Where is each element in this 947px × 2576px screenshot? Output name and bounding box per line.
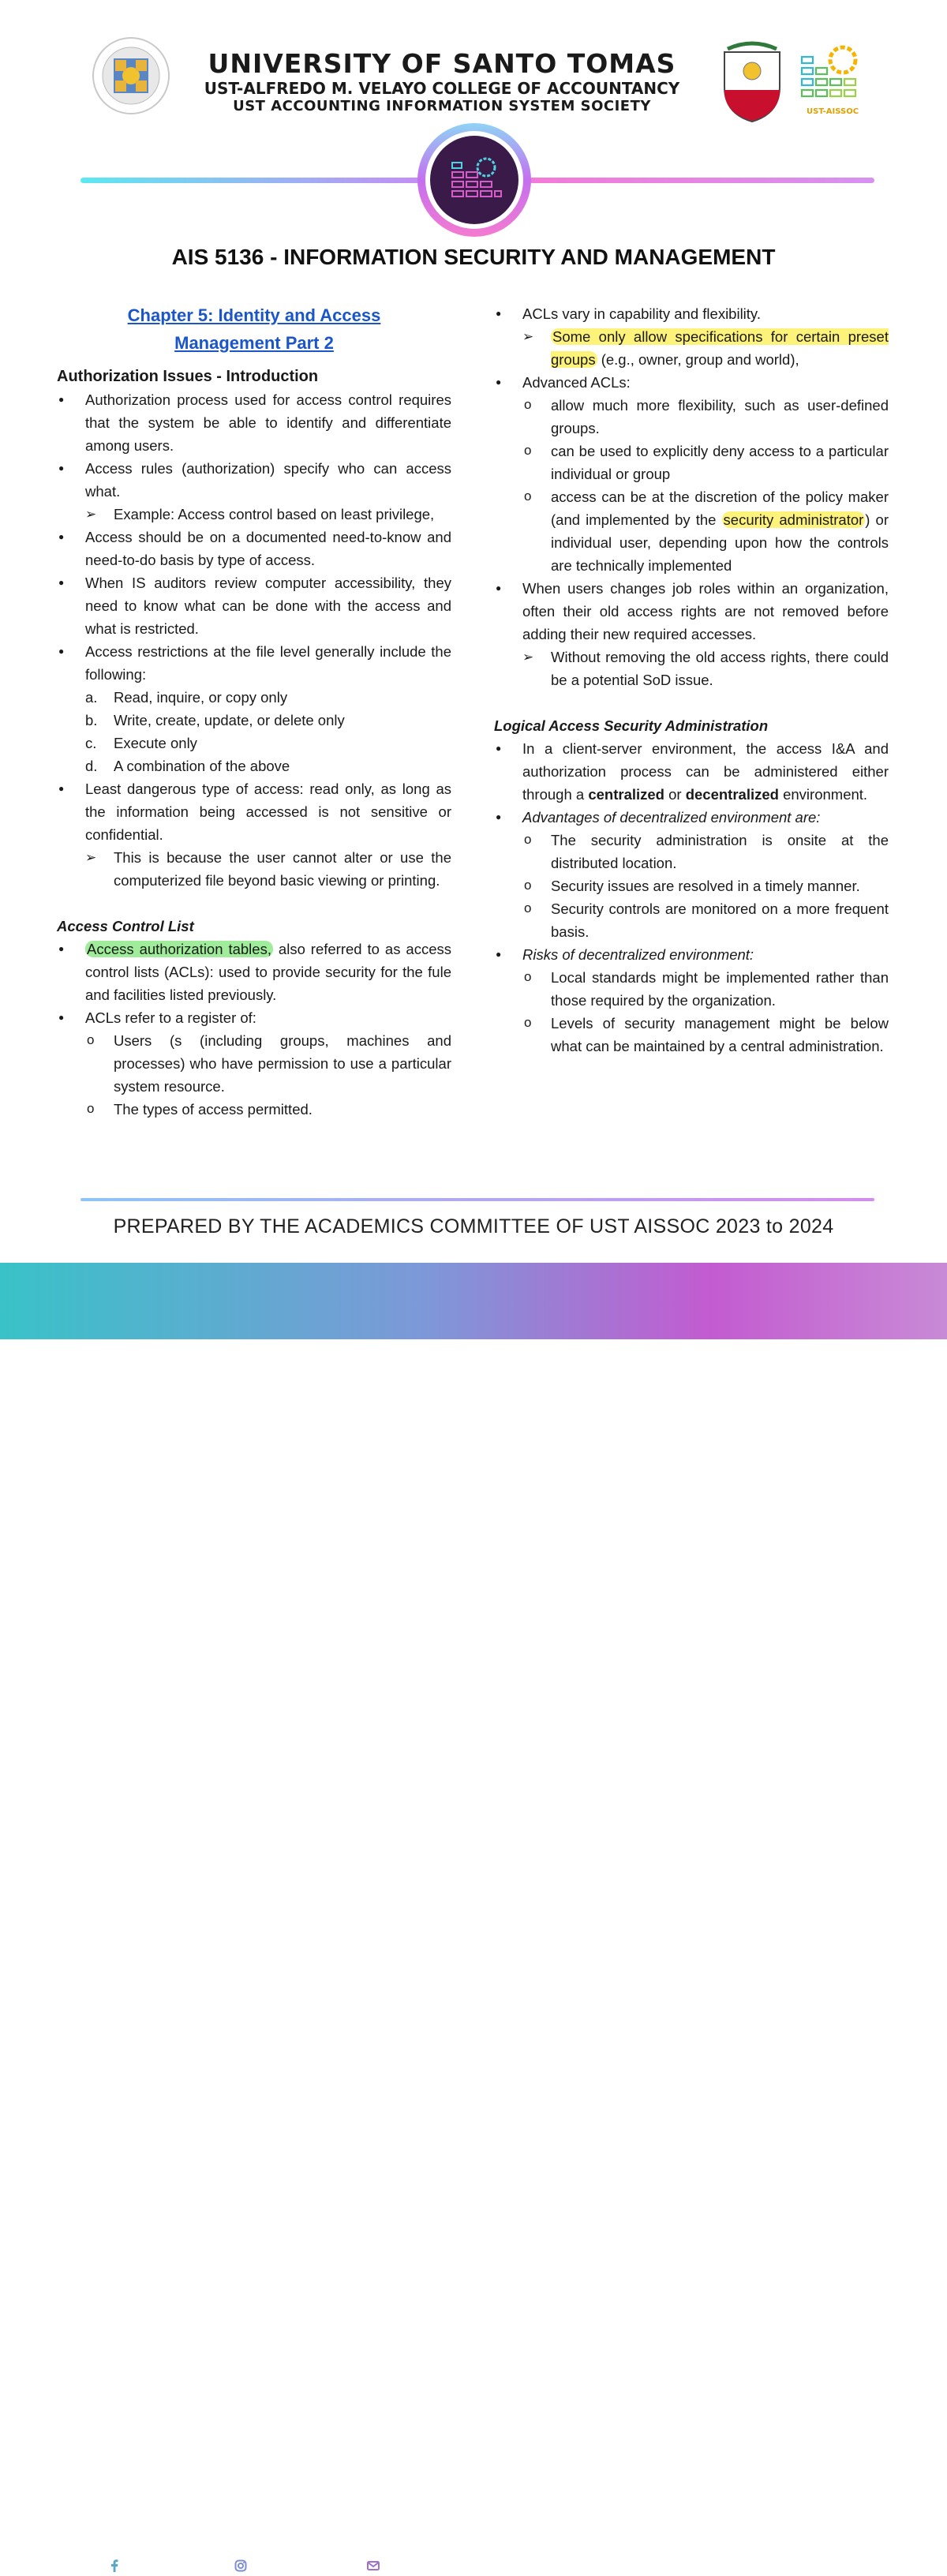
list-subitem-text: Write, create, update, or delete only [114, 712, 345, 728]
footer-bar [0, 1263, 947, 2574]
list-item-text: or [664, 786, 686, 803]
list-item-text: environment. [778, 786, 868, 803]
page-header [0, 22, 947, 116]
highlighted-text: security administrator [723, 511, 864, 528]
list-item: ● Access restrictions at the file level generally include the following: [57, 640, 451, 686]
prepared-by-text: PREPARED BY THE ACADEMICS COMMITTEE OF UST AISSOC 2023 to 2024 [113, 1215, 834, 1237]
list-subitem: o Levels of security management might be below what can be maintained by a central administration. [494, 1012, 889, 1058]
list-subitem [57, 709, 451, 732]
chapter-title-line1: Chapter 5: Identity and Access [127, 305, 381, 325]
list-subitem: o Users (s (including groups, machines and processes) who have permission to use a particular system resource. [57, 1029, 451, 1098]
list-item-text: also referred to as access control lists (ACLs): used to provide security for the fule and facilities listed previously. [85, 941, 451, 1003]
highlighted-text: Access authorization tables, [87, 941, 271, 957]
authorization-heading: Authorization Issues - Introduction [57, 368, 319, 385]
logical-access-heading: Logical Access Security Administration [494, 717, 769, 734]
email-link[interactable] [363, 2555, 571, 2576]
aissoc-logo-text: UST-AISSOC [806, 107, 859, 116]
list-subitem: o The types of access permitted. [57, 1098, 451, 1121]
list-item: ● Access rules (authorization) specify who can access what. [57, 457, 451, 503]
linkedin-icon [590, 2555, 611, 2576]
list-item: ● Risks of decentralized environment: [494, 943, 889, 966]
list-subitem: o Security issues are resolved in a timely manner. [494, 874, 889, 897]
list-subitem [57, 686, 451, 709]
facebook-handle: /USTAISSOC [128, 2558, 208, 2574]
bold-text: decentralized [685, 786, 779, 803]
chapter-title[interactable] [57, 301, 451, 357]
list-item: ● When IS auditors review computer accessibility, they need to know what can be done with the access and what is restricted. [57, 571, 451, 640]
list-subitem [494, 485, 889, 577]
list-subitem-text: (e.g., owner, group and world), [597, 351, 799, 368]
linkedin-url: HTTPS://TINYURL.COM/USTAISSOC [614, 2558, 844, 2574]
list-item: ● ACLs refer to a register of: [57, 1006, 451, 1029]
facebook-icon [104, 2555, 125, 2576]
list-subitem-text: access can be at the discretion of the policy maker (and implemented by the [551, 489, 889, 528]
list-item: ● Advantages of decentralized environment are: [494, 806, 889, 829]
chapter-title-line2: Management Part 2 [174, 333, 334, 353]
facebook-link[interactable] [104, 2555, 208, 2576]
list-subitem-text: Execute only [114, 735, 197, 751]
college-crest-icon [717, 41, 788, 124]
list-subitem [494, 325, 889, 371]
list-subitem: ➢ Example: Access control based on least privilege, [57, 503, 451, 526]
list-subitem-text: Read, inquire, or copy only [114, 689, 288, 706]
university-name: UNIVERSITY OF SANTO TOMAS [208, 48, 676, 79]
list-subitem [57, 754, 451, 777]
list-subitem: ➢ Without removing the old access rights, there could be a potential SoD issue. [494, 646, 889, 691]
instagram-icon [230, 2555, 251, 2576]
linkedin-link[interactable] [590, 2555, 844, 2576]
header-divider [0, 118, 947, 245]
email-address: AISSOC.ACCT@UST.EDU.PH [387, 2558, 571, 2574]
list-subitem: o can be used to explicitly deny access to a particular individual or group [494, 440, 889, 485]
list-item: ● Access should be on a documented need-to-know and need-to-do basis by type of access. [57, 526, 451, 571]
list-marker: d. [85, 758, 98, 774]
list-subitem-text: ) or individual user, depending upon how the controls are technically implemented [551, 511, 889, 574]
college-name: UST-ALFREDO M. VELAYO COLLEGE OF ACCOUNTANCY [204, 79, 680, 98]
instagram-link[interactable] [230, 2555, 342, 2576]
list-item [57, 938, 451, 1006]
mail-icon [363, 2555, 384, 2576]
list-marker: c. [85, 735, 97, 751]
list-subitem: o Local standards might be implemented rather than those required by the organization. [494, 966, 889, 1012]
list-item: ● Authorization process used for access control requires that the system be able to identify and differentiate among users. [57, 388, 451, 457]
acl-heading: Access Control List [57, 918, 194, 934]
list-marker: a. [85, 689, 98, 706]
aissoc-logo-icon [799, 43, 867, 122]
instagram-handle: /UST_AISSOC [254, 2558, 342, 2574]
footer-divider [80, 1198, 874, 1201]
highlighted-text: Some only allow specifications for certain preset groups [551, 328, 889, 368]
ust-seal-icon [92, 36, 170, 115]
society-name: UST ACCOUNTING INFORMATION SYSTEM SOCIETY [233, 98, 651, 114]
list-item: ● Least dangerous type of access: read only, as long as the information being accessed is not sensitive or confidential. [57, 777, 451, 846]
list-item: ● Advanced ACLs: [494, 371, 889, 394]
left-column [57, 301, 451, 1121]
bold-text: centralized [588, 786, 664, 803]
course-title: AIS 5136 - INFORMATION SECURITY AND MANAGEMENT [171, 245, 776, 269]
list-subitem [57, 732, 451, 754]
list-subitem: o The security administration is onsite at the distributed location. [494, 829, 889, 874]
list-subitem-text: A combination of the above [114, 758, 290, 774]
list-marker: b. [85, 712, 98, 728]
list-item-text: In a client-server environment, the access I&A and authorization process can be administered either through a [522, 740, 889, 803]
list-subitem: o Security controls are monitored on a more frequent basis. [494, 897, 889, 943]
list-item: ● When users changes job roles within an organization, often their old access rights are not removed before adding their new required accesses. [494, 577, 889, 646]
list-subitem: o allow much more flexibility, such as user-defined groups. [494, 394, 889, 440]
list-item: ● ACLs vary in capability and flexibility. [494, 302, 889, 325]
list-item [494, 737, 889, 806]
right-column [494, 302, 889, 1058]
list-subitem: ➢ This is because the user cannot alter or use the computerized file beyond basic viewing or printing. [57, 846, 451, 892]
